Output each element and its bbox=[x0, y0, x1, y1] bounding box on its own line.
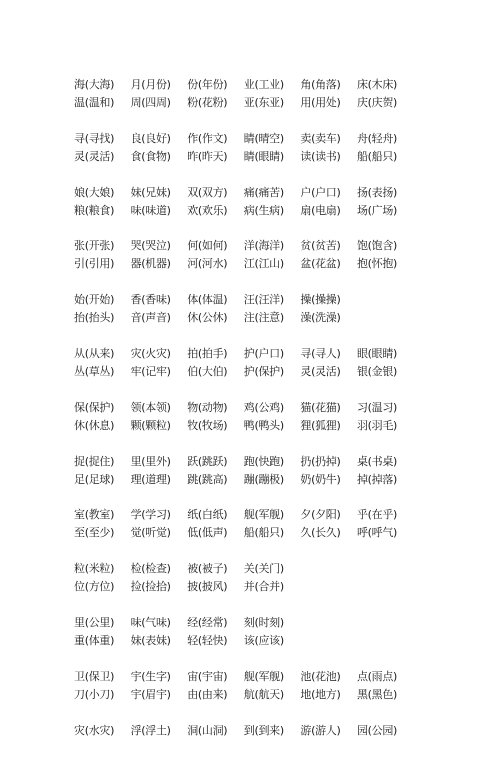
word-entry: 被(被子) bbox=[187, 562, 228, 576]
word-entry: 器(机器) bbox=[130, 257, 171, 271]
word-group bbox=[74, 722, 414, 740]
word-row bbox=[74, 363, 414, 381]
word-entry: 刻(时刻) bbox=[243, 615, 284, 629]
word-row bbox=[74, 309, 414, 327]
word-group bbox=[74, 614, 414, 650]
word-entry: 周(四周) bbox=[130, 96, 171, 109]
word-entry: 扔(扔掉) bbox=[300, 454, 341, 468]
word-entry: 哭(哭泣) bbox=[130, 239, 171, 253]
word-row bbox=[74, 560, 414, 578]
word-entry: 昨(昨天) bbox=[187, 149, 228, 163]
word-entry: 味(味道) bbox=[130, 203, 171, 217]
word-group bbox=[74, 130, 414, 166]
word-entry: 纸(白纸) bbox=[187, 508, 228, 522]
word-entry bbox=[300, 614, 357, 632]
word-row bbox=[74, 524, 414, 542]
word-entry bbox=[357, 291, 414, 309]
word-entry: 学(学习) bbox=[130, 508, 171, 522]
word-group bbox=[74, 76, 414, 112]
word-entry: 由(由来) bbox=[187, 687, 228, 701]
word-entry: 足(足球) bbox=[74, 472, 115, 486]
word-entry: 卖(卖车) bbox=[300, 131, 341, 145]
word-entry: 拍(拍手) bbox=[187, 346, 228, 360]
word-entry: 海(大海) bbox=[74, 78, 115, 91]
word-entry: 羽(羽毛) bbox=[356, 418, 398, 432]
word-entry: 桌(书桌) bbox=[356, 454, 398, 468]
word-entry: 舰(军舰) bbox=[243, 669, 284, 683]
word-row bbox=[74, 417, 414, 435]
word-entry: 休(公休) bbox=[187, 311, 228, 325]
word-entry: 觉(听觉) bbox=[130, 526, 171, 540]
word-group bbox=[74, 453, 414, 489]
word-entry: 睛(眼睛) bbox=[243, 149, 284, 163]
word-group bbox=[74, 291, 414, 327]
word-entry bbox=[357, 614, 414, 632]
word-entry: 何(如何) bbox=[187, 239, 228, 253]
word-entry: 作(作文) bbox=[187, 131, 228, 145]
word-row bbox=[74, 148, 414, 166]
word-entry: 音(声音) bbox=[130, 311, 171, 325]
word-row bbox=[74, 202, 414, 220]
word-entry: 保(保护) bbox=[74, 400, 115, 414]
word-entry: 该(应该) bbox=[243, 633, 284, 647]
word-entry bbox=[357, 309, 414, 327]
word-entry: 关(关门) bbox=[243, 562, 284, 576]
word-entry: 呼(呼气) bbox=[356, 526, 398, 540]
word-entry: 跃(跳跃) bbox=[187, 454, 228, 468]
word-entry: 亚(东亚) bbox=[243, 96, 284, 109]
word-row bbox=[74, 614, 414, 632]
word-entry: 张(开张) bbox=[74, 239, 115, 253]
word-entry: 妹(兄妹) bbox=[130, 185, 171, 199]
word-entry: 月(月份) bbox=[130, 78, 171, 91]
word-entry: 园(公园) bbox=[356, 723, 398, 737]
word-entry: 牧(牧场) bbox=[187, 418, 228, 432]
word-entry: 痛(痛苦) bbox=[243, 185, 284, 199]
word-entry: 业(工业) bbox=[243, 78, 284, 91]
word-entry bbox=[300, 578, 357, 596]
word-entry: 银(金银) bbox=[356, 364, 398, 378]
word-row bbox=[74, 76, 414, 94]
word-row bbox=[74, 632, 414, 650]
word-entry: 欢(欢乐) bbox=[187, 203, 228, 217]
word-entry: 体(体温) bbox=[187, 293, 228, 307]
word-entry: 温(温和) bbox=[74, 96, 115, 109]
word-entry: 扬(表扬) bbox=[356, 185, 398, 199]
word-group bbox=[74, 184, 414, 220]
word-entry: 操(操操) bbox=[300, 293, 341, 307]
word-entry: 经(经常) bbox=[187, 615, 228, 629]
word-row bbox=[74, 578, 414, 596]
word-entry: 读(读书) bbox=[300, 149, 341, 163]
word-entry: 床(木床) bbox=[356, 78, 398, 91]
word-row bbox=[74, 345, 414, 363]
word-entry bbox=[357, 578, 414, 596]
word-entry: 至(至少) bbox=[74, 526, 115, 540]
word-entry: 伯(大伯) bbox=[187, 364, 228, 378]
word-group bbox=[74, 237, 414, 273]
word-entry: 抬(抬头) bbox=[74, 311, 115, 325]
word-entry: 用(用处) bbox=[300, 96, 341, 109]
word-row bbox=[74, 722, 414, 740]
word-entry: 颗(颗粒) bbox=[130, 418, 171, 432]
word-entry: 习(温习) bbox=[356, 400, 398, 414]
word-entry: 乎(在乎) bbox=[356, 508, 398, 522]
word-entry: 重(体重) bbox=[74, 633, 115, 647]
word-entry: 位(方位) bbox=[74, 580, 115, 594]
word-entry: 捉(捉住) bbox=[74, 454, 115, 468]
word-entry: 卫(保卫) bbox=[74, 669, 115, 683]
word-entry: 盆(花盆) bbox=[300, 257, 341, 271]
word-entry: 味(气味) bbox=[130, 615, 171, 629]
word-entry: 洞(山洞) bbox=[187, 723, 228, 737]
word-entry: 香(香味) bbox=[130, 293, 171, 307]
word-entry: 物(动物) bbox=[187, 400, 228, 414]
word-entry: 掉(掉落) bbox=[356, 472, 398, 486]
word-entry: 汪(汪洋) bbox=[243, 293, 284, 307]
word-entry: 睛(晴空) bbox=[243, 131, 284, 145]
word-entry: 跑(快跑) bbox=[243, 454, 284, 468]
word-entry: 到(到来) bbox=[243, 723, 284, 737]
word-row bbox=[74, 237, 414, 255]
word-entry: 浮(浮土) bbox=[130, 723, 171, 737]
word-row bbox=[74, 399, 414, 417]
word-entry: 黑(黑色) bbox=[356, 687, 398, 701]
word-entry: 份(年份) bbox=[187, 78, 228, 91]
word-entry: 澡(洗澡) bbox=[300, 311, 341, 325]
word-entry: 妹(表妹) bbox=[130, 633, 171, 647]
word-entry: 鸡(公鸡) bbox=[243, 400, 284, 414]
word-row bbox=[74, 506, 414, 524]
word-entry: 场(广场) bbox=[356, 203, 398, 217]
word-entry: 饱(饱含) bbox=[356, 239, 398, 253]
word-entry bbox=[357, 560, 414, 578]
word-entry: 洋(海洋) bbox=[243, 239, 284, 253]
word-entry: 夕(夕阳) bbox=[300, 508, 341, 522]
word-row bbox=[74, 453, 414, 471]
word-entry: 久(长久) bbox=[300, 526, 341, 540]
word-entry: 眼(眼睛) bbox=[356, 346, 398, 360]
word-entry: 理(道理) bbox=[130, 472, 171, 486]
word-entry: 贫(贫苦) bbox=[300, 239, 341, 253]
word-entry: 河(河水) bbox=[187, 257, 228, 271]
word-entry: 粉(花粉) bbox=[187, 96, 228, 109]
word-entry: 领(本领) bbox=[130, 400, 171, 414]
word-entry: 并(合并) bbox=[243, 580, 284, 594]
word-entry: 船(船只) bbox=[356, 149, 398, 163]
word-entry: 鸭(鸭头) bbox=[243, 418, 284, 432]
word-entry: 食(食物) bbox=[130, 149, 171, 163]
word-entry: 池(花池) bbox=[300, 669, 341, 683]
word-entry: 从(从来) bbox=[74, 346, 115, 360]
word-entry: 舰(军舰) bbox=[243, 508, 284, 522]
character-word-list bbox=[74, 76, 414, 757]
word-entry: 牢(记牢) bbox=[130, 364, 171, 378]
word-entry: 船(船只) bbox=[243, 526, 284, 540]
word-entry: 粮(粮食) bbox=[74, 203, 115, 217]
word-group bbox=[74, 506, 414, 542]
word-entry: 捡(捡拾) bbox=[130, 580, 171, 594]
word-entry: 地(地方) bbox=[300, 687, 341, 701]
word-entry: 里(里外) bbox=[130, 454, 171, 468]
word-entry: 引(引用) bbox=[74, 257, 115, 271]
word-entry: 披(披风) bbox=[187, 580, 228, 594]
word-row bbox=[74, 130, 414, 148]
word-group bbox=[74, 399, 414, 435]
word-entry: 灵(灵活) bbox=[74, 149, 115, 163]
word-entry bbox=[300, 632, 357, 650]
word-group bbox=[74, 560, 414, 596]
word-entry: 户(户口) bbox=[300, 185, 341, 199]
word-row bbox=[74, 291, 414, 309]
word-entry: 狸(狐狸) bbox=[300, 418, 341, 432]
word-row bbox=[74, 184, 414, 202]
word-entry bbox=[300, 560, 357, 578]
word-entry: 宇(生字) bbox=[130, 669, 171, 683]
word-entry: 抱(怀抱) bbox=[356, 257, 398, 271]
word-entry: 双(双方) bbox=[187, 185, 228, 199]
word-row bbox=[74, 686, 414, 704]
word-entry: 护(户口) bbox=[243, 346, 284, 360]
word-entry: 检(检查) bbox=[130, 562, 171, 576]
word-group bbox=[74, 668, 414, 704]
word-entry: 刀(小刀) bbox=[74, 687, 115, 701]
word-entry: 娘(大娘) bbox=[74, 185, 115, 199]
word-entry: 宇(眉宇) bbox=[130, 687, 171, 701]
word-entry: 注(注意) bbox=[243, 311, 284, 325]
word-entry: 灾(水灾) bbox=[74, 723, 115, 737]
word-entry: 粒(米粒) bbox=[74, 562, 115, 576]
word-entry: 病(生病) bbox=[243, 203, 284, 217]
word-entry: 角(角落) bbox=[300, 78, 341, 91]
word-entry: 猫(花猫) bbox=[300, 400, 341, 414]
word-entry: 良(良好) bbox=[130, 131, 171, 145]
word-entry: 始(开始) bbox=[74, 293, 115, 307]
word-entry: 寻(寻人) bbox=[300, 346, 341, 360]
word-entry: 里(公里) bbox=[74, 615, 115, 629]
word-entry: 寻(寻找) bbox=[74, 131, 115, 145]
word-entry: 跳(跳高) bbox=[187, 472, 228, 486]
word-entry: 庆(庆贺) bbox=[356, 96, 398, 109]
word-entry: 灾(火灾) bbox=[130, 346, 171, 360]
word-entry: 航(航天) bbox=[243, 687, 284, 701]
word-row bbox=[74, 471, 414, 489]
word-entry: 游(游人) bbox=[300, 723, 341, 737]
word-entry: 室(教室) bbox=[74, 508, 115, 522]
word-entry: 丛(草丛) bbox=[74, 364, 115, 378]
word-entry: 灵(灵活) bbox=[300, 364, 341, 378]
word-entry: 点(雨点) bbox=[356, 669, 398, 683]
word-row bbox=[74, 255, 414, 273]
word-entry: 蹦(蹦极) bbox=[243, 472, 284, 486]
word-entry: 护(保护) bbox=[243, 364, 284, 378]
word-entry bbox=[357, 632, 414, 650]
word-entry: 宙(宇宙) bbox=[187, 669, 228, 683]
word-entry: 江(江山) bbox=[243, 257, 284, 271]
word-row bbox=[74, 94, 414, 112]
word-group bbox=[74, 345, 414, 381]
word-entry: 休(休息) bbox=[74, 418, 115, 432]
word-entry: 奶(奶牛) bbox=[300, 472, 341, 486]
word-entry: 舟(轻舟) bbox=[356, 131, 398, 145]
word-entry: 低(低声) bbox=[187, 526, 228, 540]
word-entry: 轻(轻快) bbox=[187, 633, 228, 647]
word-entry: 扇(电扇) bbox=[300, 203, 341, 217]
word-row bbox=[74, 668, 414, 686]
